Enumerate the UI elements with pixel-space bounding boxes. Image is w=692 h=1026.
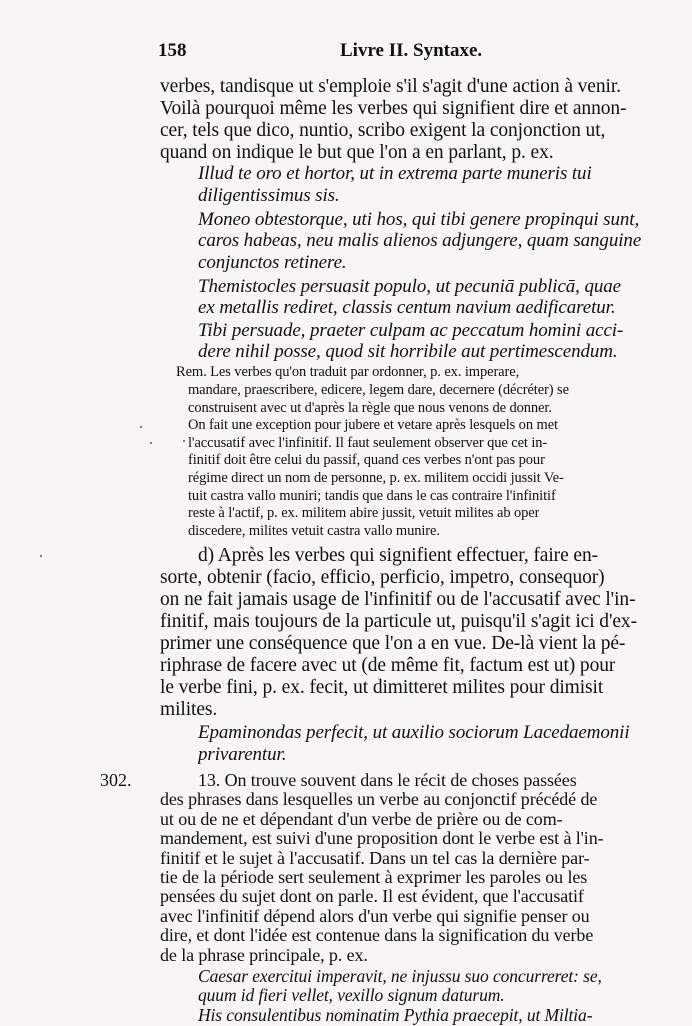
stray-mark [183, 440, 185, 442]
example-line: Themistocles persuasit populo, ut pecuniā publicā, quae [198, 276, 622, 297]
text-line: ut ou de ne et dépendant d'un verbe de prière ou de com- [160, 808, 563, 829]
text-line: pensées du sujet dont on parle. Il est évident, que l'accusatif [160, 886, 584, 907]
running-title: Livre II. Syntaxe. [340, 40, 483, 61]
text-line: avec l'infinitif dépend alors d'un verbe qui signifie penser ou [160, 905, 590, 926]
text-line: on ne fait jamais usage de l'infinitif ou de l'accusatif avec l'in- [160, 589, 636, 610]
text-line: mandement, est suivi d'une proposition dont le verbe est à l'in- [160, 828, 604, 849]
stray-mark [40, 555, 42, 557]
remark-line: l'accusatif avec l'infinitif. Il faut seulement observer que cet in- [188, 435, 548, 451]
example-line: ex metallis rediret, classis centum navium aedificaretur. [198, 297, 616, 318]
text-line: le verbe fini, p. ex. fecit, ut dimitteret milites pour dimisit [160, 677, 604, 698]
text-line: finitif, mais toujours de la particule ut, puisqu'il s'agit ici d'ex- [160, 611, 637, 632]
example-line: dere nihil posse, quod sit horribile aut pertimescendum. [198, 341, 618, 362]
remark-line: Rem. Les verbes qu'on traduit par ordonner, p. ex. imperare, [176, 364, 520, 380]
remark-line: reste à l'actif, p. ex. militem abire jussit, vetuit milites ab oper [188, 505, 540, 521]
example-line: Illud te oro et hortor, ut in extrema parte muneris tui [198, 163, 592, 184]
example-line: Epaminondas perfecit, ut auxilio sociorum Lacedaemonii [198, 722, 630, 743]
example-line: privarentur. [198, 744, 287, 765]
example-line: Caesar exercitui imperavit, ne injussu suo concurreret: se, [198, 966, 602, 986]
remark-line: discedere, milites vetuit castra vallo munire. [188, 523, 440, 539]
remark-line: finitif doit être celui du passif, quand ces verbes n'ont pas pour [188, 452, 545, 468]
example-line: quum id fieri vellet, vexillo signum daturum. [198, 985, 505, 1006]
remark-line: construisent avec ut d'après la règle que nous venons de donner. [188, 400, 552, 416]
text-line: des phrases dans lesquelles un verbe au conjonctif précédé de [160, 789, 598, 810]
section-number: 302. [100, 770, 132, 790]
text-line: finitif et le sujet à l'accusatif. Dans un tel cas la dernière par- [160, 847, 590, 868]
stray-mark [150, 442, 152, 444]
example-line: caros habeas, neu malis alienos adjungere, quam sanguine [198, 230, 642, 251]
text-line: tie de la période sert seulement à exprimer les paroles ou les [160, 867, 588, 887]
remark-line: On fait une exception pour jubere et vetare après lesquels on met [188, 417, 558, 433]
text-line: sorte, obtenir (facio, efficio, perficio, impetro, consequor) [160, 567, 605, 588]
text-line: dire, et dont l'idée est contenue dans la signification du verbe [160, 925, 594, 946]
page-number: 158 [158, 40, 187, 61]
text-line: de la phrase principale, p. ex. [160, 944, 368, 965]
text-line: 13. On trouve souvent dans le récit de choses passées [198, 770, 577, 790]
example-line: Moneo obtestorque, uti hos, qui tibi genere propinqui sunt, [198, 209, 640, 230]
stray-mark [140, 426, 142, 428]
text-line: verbes, tandisque ut s'emploie s'il s'agit d'une action à venir. [160, 76, 621, 97]
example-line: His consulentibus nominatim Pythia praecepit, ut Miltia- [198, 1004, 593, 1025]
example-line: Tibi persuade, praeter culpam ac peccatum homini acci- [198, 320, 624, 341]
remark-line: mandare, praescribere, edicere, legem dare, decernere (décréter) se [188, 382, 569, 398]
text-line: d) Après les verbes qui signifient effectuer, faire en- [198, 545, 598, 566]
text-line: riphrase de facere avec ut (de même fit, factum est ut) pour [160, 655, 616, 676]
example-line: diligentissimus sis. [198, 185, 340, 206]
text-line: primer une conséquence que l'on a en vue. De-là vient la pé- [160, 633, 626, 654]
example-line: conjunctos retinere. [198, 252, 347, 273]
text-line: milites. [160, 699, 218, 720]
remark-line: régime direct un nom de personne, p. ex. militem occidi jussit Ve- [188, 470, 564, 486]
text-line: Voilà pourquoi même les verbes qui signifient dire et annon- [160, 98, 627, 119]
text-line: quand on indique le but que l'on a en parlant, p. ex. [160, 142, 554, 163]
text-line: cer, tels que dico, nuntio, scribo exigent la conjonction ut, [160, 120, 606, 141]
remark-line: tuit castra vallo muniri; tandis que dans le cas contraire l'infinitif [188, 488, 556, 504]
